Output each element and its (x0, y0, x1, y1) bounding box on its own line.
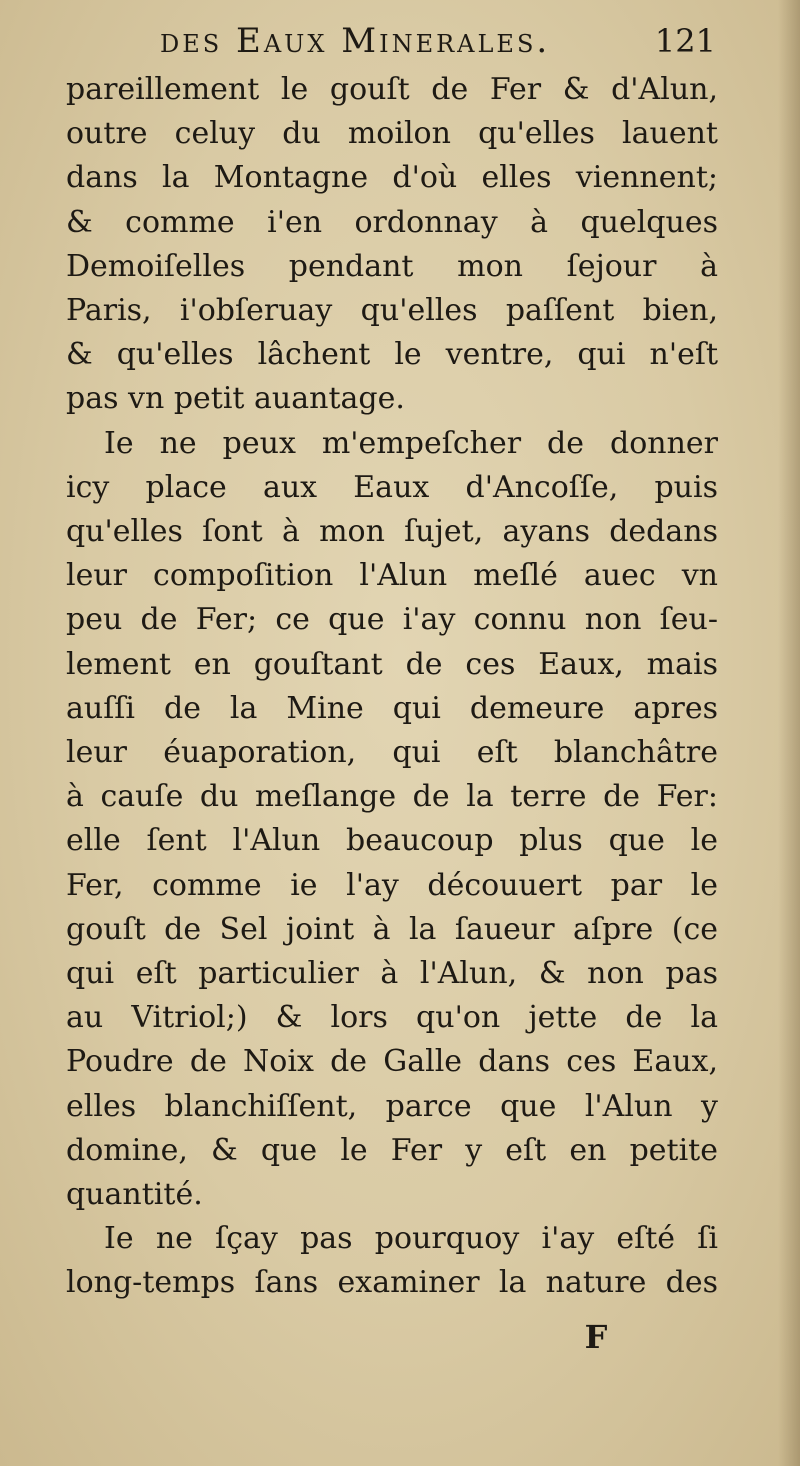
text-line: gouſt de Sel joint à la ſaueur aſpre (ce (66, 911, 718, 947)
text-line: Fer, comme ie l'ay découuert par le (66, 867, 718, 903)
text-line: outre celuy du moilon qu'elles lauent (66, 116, 718, 152)
text-line: dans la Montagne d'où elles viennent; (66, 160, 718, 196)
text-line: pareillement le gouſt de Fer & d'Alun, (66, 72, 718, 107)
page-gutter-shadow (778, 0, 800, 1466)
signature-mark: F (584, 1317, 608, 1356)
page-number: 121 (654, 22, 716, 60)
text-line: lement en gouſtant de ces Eaux, mais (66, 646, 718, 682)
text-line: auſſi de la Mine qui demeure apres (66, 690, 718, 726)
text-line: & comme i'en ordonnay à quelques (66, 204, 718, 240)
text-line: & qu'elles lâchent le ventre, qui n'eſt (66, 337, 718, 373)
text-line: Demoiſelles pendant mon ſejour à (66, 248, 718, 284)
text-line: elle ſent l'Alun beaucoup plus que le (66, 823, 718, 859)
text-line: peu de Fer; ce que i'ay connu non ſeu- (66, 602, 718, 638)
text-line: à cauſe du meſlange de la terre de Fer: (66, 779, 718, 815)
text-line: elles blanchiſſent, parce que l'Alun y (66, 1088, 718, 1124)
text-line: icy place aux Eaux d'Ancoſſe, puis (66, 469, 718, 505)
text-line: qu'elles ſont à mon ſujet, ayans dedans (66, 514, 718, 549)
text-line: Paris, i'obſeruay qu'elles paſſent bien, (66, 293, 718, 328)
text-line: quantité. (66, 1177, 203, 1212)
text-line: Poudre de Noix de Galle dans ces Eaux, (66, 1044, 718, 1080)
text-line: domine, & que le Fer y eſt en petite (66, 1132, 718, 1168)
text-line: Ie ne ſçay pas pourquoy i'ay eſté ſi (104, 1221, 718, 1257)
text-line: au Vitriol;) & lors qu'on jette de la (66, 1000, 718, 1036)
text-line: Ie ne peux m'empeſcher de donner (104, 425, 718, 461)
text-line: qui eſt particulier à l'Alun, & non pas (66, 956, 718, 991)
text-line: leur éuaporation, qui eſt blanchâtre (66, 735, 718, 770)
running-title: des Eaux Minerales. (160, 21, 551, 61)
text-line: pas vn petit auantage. (66, 381, 405, 417)
text-line: leur compoſition l'Alun meſlé auec vn (66, 558, 718, 594)
text-line: long-temps ſans examiner la nature des (66, 1265, 718, 1301)
